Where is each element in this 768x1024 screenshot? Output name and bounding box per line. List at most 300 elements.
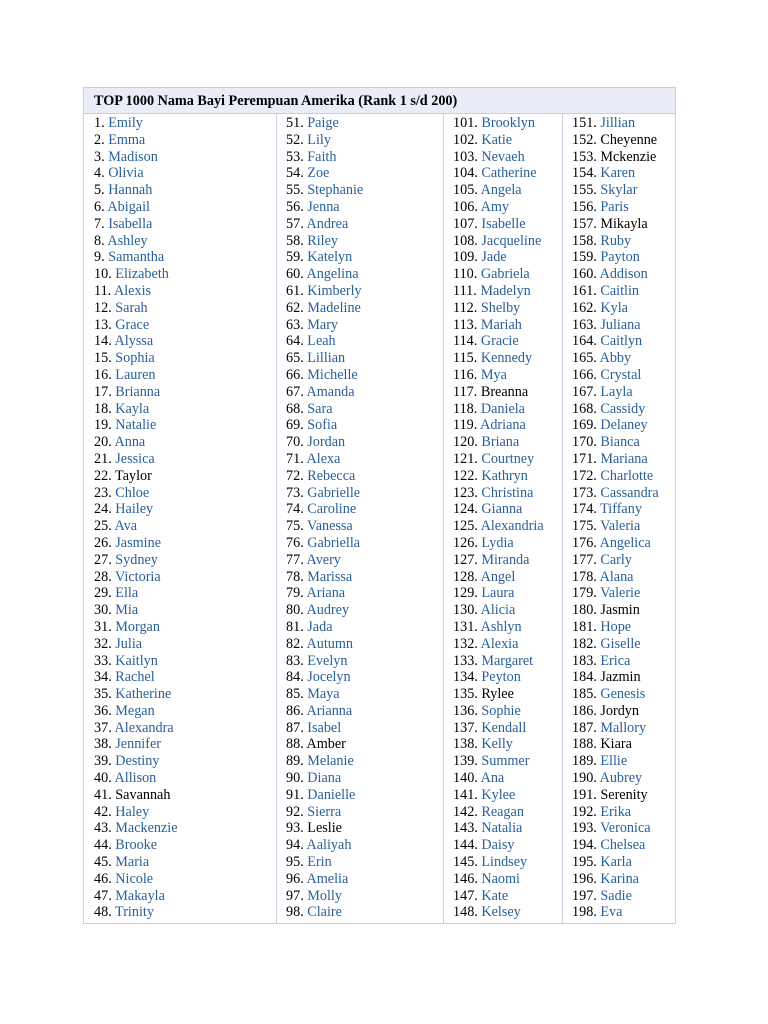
name-link[interactable]: Alexis bbox=[113, 282, 152, 299]
name-link[interactable]: Gracie bbox=[480, 333, 519, 350]
name-link[interactable]: Isabel bbox=[307, 719, 342, 736]
name-link[interactable]: Evelyn bbox=[307, 652, 348, 669]
name-link[interactable]: Alexandria bbox=[480, 518, 544, 535]
name-link[interactable]: Natalie bbox=[115, 417, 157, 434]
rank-number: 25. bbox=[94, 518, 112, 535]
name-link[interactable]: Bianca bbox=[600, 434, 640, 451]
list-item bbox=[572, 653, 675, 670]
name-link[interactable]: Amy bbox=[480, 198, 509, 215]
name-link[interactable]: Tiffany bbox=[600, 501, 642, 518]
rank-number: 104. bbox=[453, 165, 478, 182]
name-link[interactable]: Naomi bbox=[481, 870, 520, 887]
rank-number: 34. bbox=[94, 669, 112, 686]
name-link[interactable]: Brooke bbox=[115, 837, 158, 854]
list-item bbox=[572, 820, 675, 837]
list-item bbox=[94, 669, 276, 686]
name-link[interactable]: Brianna bbox=[115, 383, 161, 400]
name-link[interactable]: Michelle bbox=[307, 366, 358, 383]
list-item bbox=[286, 736, 443, 753]
name-link[interactable]: Grace bbox=[115, 316, 150, 333]
list-item bbox=[572, 787, 675, 804]
rank-number: 134. bbox=[453, 669, 478, 686]
name-link[interactable]: Lydia bbox=[481, 534, 514, 551]
names-column-4 bbox=[563, 114, 675, 924]
name-link[interactable]: Maya bbox=[307, 686, 340, 703]
name-link[interactable]: Alexa bbox=[306, 450, 341, 467]
name-link[interactable]: Jade bbox=[481, 249, 507, 266]
rank-number: 27. bbox=[94, 551, 112, 568]
name-link[interactable]: Leah bbox=[307, 333, 336, 350]
name-link[interactable]: Valerie bbox=[600, 585, 641, 602]
list-item bbox=[286, 283, 443, 300]
name-link[interactable]: Emily bbox=[108, 115, 143, 131]
rank-number: 141. bbox=[453, 786, 478, 803]
name-link[interactable]: Carly bbox=[600, 551, 632, 568]
name-link[interactable]: Sarah bbox=[115, 299, 148, 316]
name-link[interactable]: Lindsey bbox=[481, 854, 528, 871]
name-link[interactable]: Gabrielle bbox=[307, 484, 361, 501]
list-item bbox=[286, 518, 443, 535]
rank-number: 6. bbox=[94, 198, 105, 215]
rank-number: 132. bbox=[453, 635, 478, 652]
list-item bbox=[572, 300, 675, 317]
name-link[interactable]: Gianna bbox=[481, 501, 523, 518]
name-link[interactable]: Karla bbox=[600, 854, 632, 871]
rank-number: 197. bbox=[572, 887, 597, 904]
list-item bbox=[94, 837, 276, 854]
list-item bbox=[94, 317, 276, 334]
rank-number: 92. bbox=[286, 803, 304, 820]
name-link[interactable]: Veronica bbox=[600, 820, 651, 837]
name-link[interactable]: Caroline bbox=[307, 501, 357, 518]
list-item bbox=[453, 736, 562, 753]
name-link[interactable]: Megan bbox=[115, 702, 155, 719]
name-link[interactable]: Erin bbox=[307, 854, 332, 871]
rank-number: 55. bbox=[286, 182, 304, 199]
rank-number: 91. bbox=[286, 786, 304, 803]
list-item bbox=[286, 686, 443, 703]
name-link[interactable]: Crystal bbox=[600, 366, 642, 383]
name-link[interactable]: Kendall bbox=[481, 719, 527, 736]
rank-number: 158. bbox=[572, 232, 597, 249]
list-item bbox=[94, 888, 276, 905]
name-link[interactable]: Mary bbox=[307, 316, 339, 333]
name-link[interactable]: Kate bbox=[481, 887, 509, 904]
name-link[interactable]: Natalia bbox=[481, 820, 523, 837]
rank-number: 81. bbox=[286, 618, 304, 635]
list-item bbox=[572, 871, 675, 888]
list-item bbox=[286, 384, 443, 401]
list-item bbox=[572, 837, 675, 854]
name-link[interactable]: Madelyn bbox=[480, 282, 531, 299]
rank-number: 151. bbox=[572, 115, 597, 131]
rank-number: 7. bbox=[94, 215, 105, 232]
rank-number: 101. bbox=[453, 115, 478, 131]
name-link[interactable]: Allison bbox=[114, 770, 157, 787]
name-link[interactable]: Lillian bbox=[307, 350, 346, 367]
list-item bbox=[94, 333, 276, 350]
rank-number: 78. bbox=[286, 568, 304, 585]
name-link[interactable]: Audrey bbox=[306, 602, 350, 619]
name-link[interactable]: Nevaeh bbox=[481, 148, 525, 165]
list-item bbox=[94, 619, 276, 636]
list-item bbox=[453, 753, 562, 770]
name-link[interactable]: Ashlyn bbox=[480, 618, 522, 635]
name-link[interactable]: Haley bbox=[115, 803, 150, 820]
list-item bbox=[453, 384, 562, 401]
name-link[interactable]: Amelia bbox=[306, 870, 349, 887]
name-link[interactable]: Skylar bbox=[600, 182, 638, 199]
list-item bbox=[453, 854, 562, 871]
name-link[interactable]: Jessica bbox=[115, 450, 155, 467]
name-link[interactable]: Caitlin bbox=[600, 282, 639, 299]
list-item bbox=[453, 837, 562, 854]
name-link[interactable]: Mariana bbox=[600, 450, 648, 467]
name-link[interactable]: Jacqueline bbox=[481, 232, 542, 249]
name-link[interactable]: Briana bbox=[481, 434, 520, 451]
name-link[interactable]: Destiny bbox=[115, 753, 160, 770]
name-link[interactable]: Gabriella bbox=[307, 534, 361, 551]
name-link[interactable]: Ellie bbox=[600, 753, 628, 770]
name-link[interactable]: Margaret bbox=[481, 652, 534, 669]
name-link[interactable]: Abby bbox=[599, 350, 632, 367]
name-link[interactable]: Lauren bbox=[115, 366, 156, 383]
name-link[interactable]: Trinity bbox=[115, 904, 154, 921]
name-link[interactable]: Jordan bbox=[307, 434, 346, 451]
name-link[interactable]: Shelby bbox=[480, 299, 521, 316]
name-link[interactable]: Jennifer bbox=[115, 736, 161, 753]
name-link[interactable]: Madison bbox=[108, 148, 158, 165]
name-link[interactable]: Aaliyah bbox=[306, 837, 352, 854]
list-item bbox=[572, 199, 675, 216]
name-link[interactable]: Reagan bbox=[481, 803, 524, 820]
name-link[interactable]: Melanie bbox=[307, 753, 354, 770]
rank-number: 154. bbox=[572, 165, 597, 182]
name-link[interactable]: Marissa bbox=[307, 568, 353, 585]
name-link[interactable]: Daisy bbox=[481, 837, 515, 854]
list-item bbox=[94, 417, 276, 434]
name-link[interactable]: Paige bbox=[307, 115, 339, 131]
list-item bbox=[286, 417, 443, 434]
rank-number: 191. bbox=[572, 786, 597, 803]
name-link[interactable]: Addison bbox=[599, 266, 648, 283]
name-link[interactable]: Mackenzie bbox=[115, 820, 178, 837]
name-link[interactable]: Amanda bbox=[306, 383, 355, 400]
name-link[interactable]: Chloe bbox=[115, 484, 150, 501]
name-link[interactable]: Ariana bbox=[306, 585, 346, 602]
name-link[interactable]: Isabella bbox=[108, 215, 153, 232]
name-link[interactable]: Vanessa bbox=[307, 518, 353, 535]
name-link[interactable]: Katherine bbox=[115, 686, 172, 703]
rank-number: 195. bbox=[572, 854, 597, 871]
list-item bbox=[453, 770, 562, 787]
name-link[interactable]: Cassandra bbox=[600, 484, 659, 501]
rank-number: 14. bbox=[94, 333, 112, 350]
name-link[interactable]: Karen bbox=[600, 165, 636, 182]
list-item bbox=[572, 770, 675, 787]
rank-number: 108. bbox=[453, 232, 478, 249]
list-item bbox=[572, 132, 675, 149]
list-item bbox=[94, 602, 276, 619]
name-link[interactable]: Angelina bbox=[306, 266, 359, 283]
name-link[interactable]: Valeria bbox=[600, 518, 641, 535]
rank-number: 83. bbox=[286, 652, 304, 669]
list-item bbox=[94, 653, 276, 670]
name-link[interactable]: Ella bbox=[115, 585, 139, 602]
name-link[interactable]: Maria bbox=[115, 854, 150, 871]
name-link[interactable]: Julia bbox=[115, 635, 143, 652]
rank-number: 120. bbox=[453, 434, 478, 451]
list-item bbox=[94, 233, 276, 250]
name-link[interactable]: Olivia bbox=[108, 165, 144, 182]
name-link[interactable]: Kylee bbox=[481, 786, 516, 803]
name-link[interactable]: Sophie bbox=[481, 702, 521, 719]
rank-number: 139. bbox=[453, 753, 478, 770]
name-link[interactable]: Emma bbox=[108, 131, 146, 148]
name-link[interactable]: Giselle bbox=[600, 635, 641, 652]
list-item bbox=[286, 753, 443, 770]
name-link[interactable]: Mya bbox=[480, 366, 507, 383]
rank-number: 63. bbox=[286, 316, 304, 333]
name-link[interactable]: Katelyn bbox=[307, 249, 353, 266]
list-item bbox=[453, 602, 562, 619]
list-item bbox=[453, 585, 562, 602]
rank-number: 93. bbox=[286, 820, 304, 837]
name-link[interactable]: Delaney bbox=[600, 417, 648, 434]
name-text: Kiara bbox=[600, 736, 632, 753]
rank-number: 22. bbox=[94, 467, 112, 484]
name-link[interactable]: Angel bbox=[480, 568, 516, 585]
rank-number: 165. bbox=[572, 350, 597, 367]
name-link[interactable]: Hailey bbox=[115, 501, 154, 518]
name-link[interactable]: Jillian bbox=[600, 115, 636, 131]
name-link[interactable]: Charlotte bbox=[600, 467, 654, 484]
name-link[interactable]: Genesis bbox=[600, 686, 646, 703]
name-link[interactable]: Sophia bbox=[115, 350, 155, 367]
rank-number: 190. bbox=[572, 770, 597, 787]
name-link[interactable]: Peyton bbox=[481, 669, 521, 686]
rank-number: 117. bbox=[453, 383, 478, 400]
name-link[interactable]: Elizabeth bbox=[115, 266, 169, 283]
name-link[interactable]: Aubrey bbox=[599, 770, 643, 787]
name-link[interactable]: Avery bbox=[306, 551, 341, 568]
list-item bbox=[572, 552, 675, 569]
name-link[interactable]: Samantha bbox=[108, 249, 165, 266]
name-link[interactable]: Cassidy bbox=[600, 400, 646, 417]
rank-number: 52. bbox=[286, 131, 304, 148]
name-link[interactable]: Mariah bbox=[480, 316, 522, 333]
name-link[interactable]: Jocelyn bbox=[307, 669, 351, 686]
list-item bbox=[453, 669, 562, 686]
list-item bbox=[572, 249, 675, 266]
name-link[interactable]: Ava bbox=[114, 518, 138, 535]
name-link[interactable]: Angelica bbox=[599, 534, 651, 551]
list-item bbox=[94, 434, 276, 451]
name-link[interactable]: Kennedy bbox=[480, 350, 533, 367]
rank-number: 57. bbox=[286, 215, 304, 232]
rank-number: 188. bbox=[572, 736, 597, 753]
rank-number: 124. bbox=[453, 501, 478, 518]
name-link[interactable]: Sofia bbox=[307, 417, 338, 434]
rank-number: 170. bbox=[572, 434, 597, 451]
rank-number: 96. bbox=[286, 870, 304, 887]
name-link[interactable]: Chelsea bbox=[600, 837, 646, 854]
list-item bbox=[286, 300, 443, 317]
list-item bbox=[572, 518, 675, 535]
name-link[interactable]: Katie bbox=[481, 131, 513, 148]
rank-number: 39. bbox=[94, 753, 112, 770]
rank-number: 89. bbox=[286, 753, 304, 770]
name-link[interactable]: Stephanie bbox=[307, 182, 364, 199]
name-text: Jordyn bbox=[600, 702, 639, 719]
name-link[interactable]: Summer bbox=[481, 753, 530, 770]
rank-number: 125. bbox=[453, 518, 478, 535]
name-link[interactable]: Alyssa bbox=[114, 333, 154, 350]
rank-number: 148. bbox=[453, 904, 478, 921]
name-link[interactable]: Paris bbox=[600, 198, 629, 215]
rank-number: 161. bbox=[572, 282, 597, 299]
name-link[interactable]: Ashley bbox=[107, 232, 148, 249]
name-link[interactable]: Kaitlyn bbox=[115, 652, 158, 669]
list-item bbox=[453, 468, 562, 485]
list-item bbox=[453, 249, 562, 266]
name-link[interactable]: Zoe bbox=[307, 165, 330, 182]
list-item bbox=[94, 249, 276, 266]
list-item bbox=[94, 367, 276, 384]
name-link[interactable]: Ana bbox=[480, 770, 505, 787]
rank-number: 105. bbox=[453, 182, 478, 199]
rank-number: 86. bbox=[286, 702, 304, 719]
name-link[interactable]: Faith bbox=[307, 148, 337, 165]
name-link[interactable]: Hope bbox=[600, 618, 632, 635]
name-link[interactable]: Andrea bbox=[306, 215, 349, 232]
rank-number: 137. bbox=[453, 719, 478, 736]
rank-number: 64. bbox=[286, 333, 304, 350]
list-item bbox=[453, 686, 562, 703]
list-item bbox=[453, 333, 562, 350]
name-link[interactable]: Claire bbox=[307, 904, 342, 921]
name-link[interactable]: Alexia bbox=[480, 635, 519, 652]
name-link[interactable]: Nicole bbox=[115, 870, 154, 887]
name-link[interactable]: Sydney bbox=[115, 551, 158, 568]
name-link[interactable]: Brooklyn bbox=[481, 115, 535, 131]
name-link[interactable]: Laura bbox=[481, 585, 515, 602]
list-item bbox=[453, 317, 562, 334]
name-link[interactable]: Makayla bbox=[115, 887, 165, 904]
name-link[interactable]: Angela bbox=[480, 182, 522, 199]
name-link[interactable]: Arianna bbox=[306, 702, 353, 719]
name-text: Amber bbox=[306, 736, 346, 753]
list-item bbox=[94, 736, 276, 753]
rank-number: 185. bbox=[572, 686, 597, 703]
rank-number: 131. bbox=[453, 618, 478, 635]
name-link[interactable]: Erica bbox=[600, 652, 631, 669]
name-link[interactable]: Mallory bbox=[600, 719, 647, 736]
name-link[interactable]: Sierra bbox=[307, 803, 342, 820]
name-link[interactable]: Christina bbox=[481, 484, 534, 501]
name-link[interactable]: Lily bbox=[307, 131, 331, 148]
name-link[interactable]: Hannah bbox=[108, 182, 153, 199]
name-link[interactable]: Diana bbox=[307, 770, 342, 787]
name-link[interactable]: Danielle bbox=[307, 786, 356, 803]
name-link[interactable]: Morgan bbox=[115, 618, 160, 635]
list-item bbox=[453, 350, 562, 367]
name-link[interactable]: Abigail bbox=[107, 198, 150, 215]
rank-number: 177. bbox=[572, 551, 597, 568]
rank-number: 169. bbox=[572, 417, 597, 434]
name-link[interactable]: Catherine bbox=[481, 165, 537, 182]
name-link[interactable]: Eva bbox=[600, 904, 623, 921]
rank-number: 116. bbox=[453, 366, 478, 383]
name-link[interactable]: Sadie bbox=[600, 887, 632, 904]
list-item bbox=[453, 233, 562, 250]
name-link[interactable]: Kayla bbox=[115, 400, 150, 417]
name-link[interactable]: Payton bbox=[600, 249, 640, 266]
name-link[interactable]: Gabriela bbox=[480, 266, 530, 283]
name-link[interactable]: Mia bbox=[115, 602, 139, 619]
rank-number: 70. bbox=[286, 434, 304, 451]
name-link[interactable]: Rachel bbox=[115, 669, 155, 686]
list-item bbox=[572, 283, 675, 300]
rank-number: 192. bbox=[572, 803, 597, 820]
list-item bbox=[453, 904, 562, 921]
name-link[interactable]: Kathryn bbox=[481, 467, 528, 484]
name-link[interactable]: Autumn bbox=[306, 635, 354, 652]
name-link[interactable]: Erika bbox=[600, 803, 632, 820]
list-item bbox=[286, 165, 443, 182]
rank-number: 60. bbox=[286, 266, 304, 283]
names-column-3 bbox=[444, 114, 563, 924]
name-link[interactable]: Alicia bbox=[480, 602, 516, 619]
name-link[interactable]: Rebecca bbox=[307, 467, 356, 484]
name-link[interactable]: Anna bbox=[114, 434, 146, 451]
name-link[interactable]: Alana bbox=[599, 568, 634, 585]
table-columns bbox=[84, 114, 675, 924]
rank-number: 66. bbox=[286, 366, 304, 383]
list-item bbox=[94, 165, 276, 182]
name-link[interactable]: Kelsey bbox=[481, 904, 521, 921]
name-link[interactable]: Jasmine bbox=[115, 534, 161, 551]
name-link[interactable]: Courtney bbox=[481, 450, 535, 467]
name-link[interactable]: Victoria bbox=[115, 568, 161, 585]
name-link[interactable]: Jenna bbox=[307, 198, 340, 215]
name-link[interactable]: Ruby bbox=[600, 232, 632, 249]
name-link[interactable]: Adriana bbox=[480, 417, 526, 434]
name-link[interactable]: Molly bbox=[307, 887, 342, 904]
list-item bbox=[572, 182, 675, 199]
list-item bbox=[572, 417, 675, 434]
name-link[interactable]: Jada bbox=[307, 618, 333, 635]
name-link[interactable]: Kyla bbox=[600, 299, 628, 316]
rank-number: 21. bbox=[94, 450, 112, 467]
name-link[interactable]: Kelly bbox=[481, 736, 513, 753]
name-link[interactable]: Daniela bbox=[480, 400, 525, 417]
name-link[interactable]: Riley bbox=[307, 232, 339, 249]
rank-number: 24. bbox=[94, 501, 112, 518]
name-link[interactable]: Madeline bbox=[307, 299, 361, 316]
name-link[interactable]: Karina bbox=[600, 870, 639, 887]
name-link[interactable]: Sara bbox=[307, 400, 333, 417]
rank-number: 143. bbox=[453, 820, 478, 837]
name-link[interactable]: Caitlyn bbox=[600, 333, 643, 350]
name-link[interactable]: Juliana bbox=[600, 316, 641, 333]
name-link[interactable]: Layla bbox=[600, 383, 633, 400]
name-link[interactable]: Miranda bbox=[481, 551, 530, 568]
name-link[interactable]: Kimberly bbox=[307, 282, 362, 299]
name-link[interactable]: Alexandra bbox=[114, 719, 174, 736]
name-link[interactable]: Isabelle bbox=[481, 215, 526, 232]
list-item bbox=[572, 669, 675, 686]
